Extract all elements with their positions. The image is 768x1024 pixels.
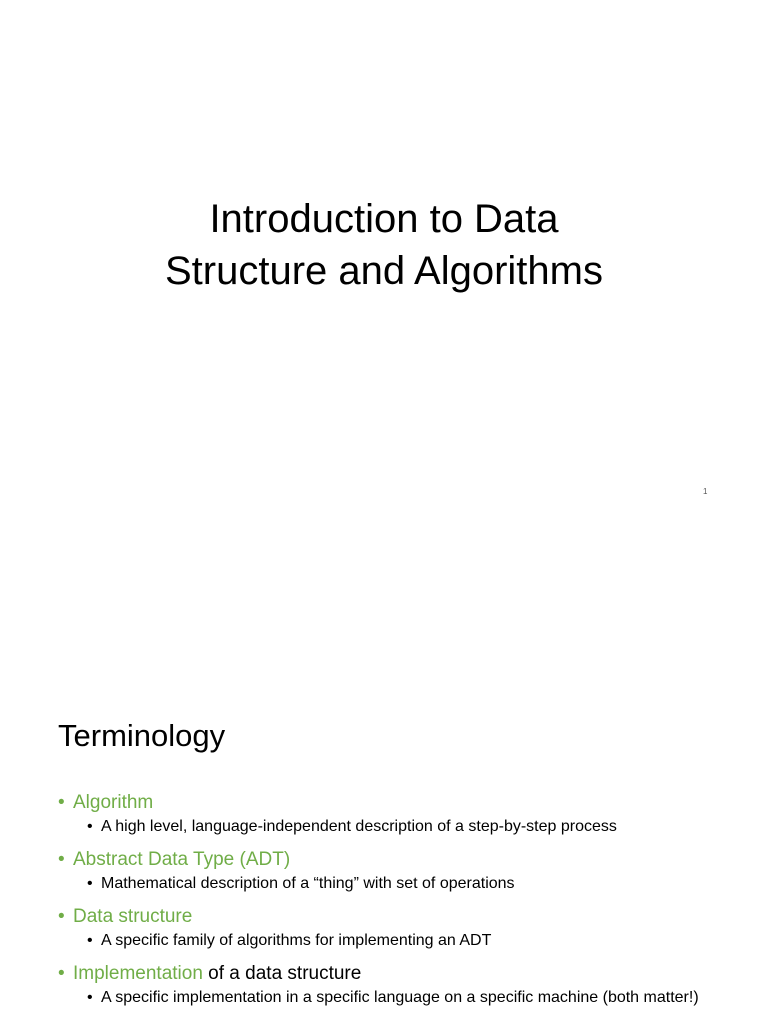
slide-title [0, 193, 768, 297]
detail-text: A high level, language-independent description of a step-by-step process [101, 818, 617, 835]
bullet-icon: • [58, 849, 65, 870]
bullet-term-data-structure [58, 904, 738, 930]
bullet-icon: • [87, 932, 93, 949]
bullet-detail-algorithm [58, 816, 738, 837]
bullet-detail-data-structure [58, 930, 738, 951]
slide-title-line-2: Structure and Algorithms [165, 249, 603, 293]
detail-text: Mathematical description of a “thing” with set of operations [101, 875, 515, 892]
bullet-term-adt [58, 847, 738, 873]
term-suffix: of a data structure [202, 963, 362, 984]
term-label: Implementation [73, 963, 203, 984]
slide-title-line-1: Introduction to Data [209, 197, 559, 241]
detail-text: A specific implementation in a specific language on a specific machine (both matter!) [101, 989, 699, 1006]
term-label: Algorithm [73, 792, 154, 813]
bullet-icon: • [87, 818, 93, 835]
detail-text: A specific family of algorithms for implementing an ADT [101, 932, 492, 949]
bullet-term-implementation [58, 961, 738, 987]
bullet-icon: • [58, 906, 65, 927]
term-label: Data structure [73, 906, 193, 927]
terminology-slide [0, 512, 768, 1024]
term-label: Abstract Data Type (ADT) [73, 849, 291, 870]
bullet-icon: • [58, 792, 65, 813]
bullet-icon: • [87, 989, 93, 1006]
slide-heading: Terminology [58, 718, 226, 753]
bullet-icon: • [58, 963, 65, 984]
bullet-list [58, 790, 738, 1008]
page-number: 1 [703, 487, 708, 496]
bullet-term-algorithm [58, 790, 738, 816]
bullet-detail-adt [58, 873, 738, 894]
bullet-icon: • [87, 875, 93, 892]
bullet-detail-implementation [58, 987, 738, 1008]
